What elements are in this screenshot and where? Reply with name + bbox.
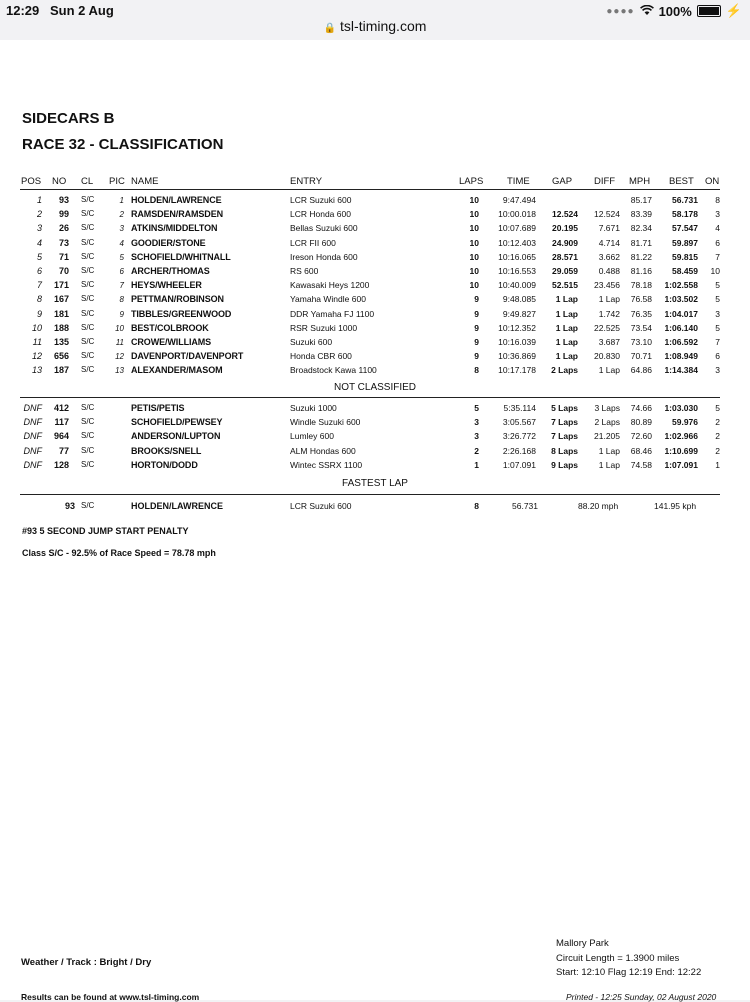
cell-gap: 1 Lap [555, 294, 578, 305]
cell-name: SCHOFIELD/WHITNALL [131, 251, 231, 262]
cell-laps: 9 [474, 351, 479, 362]
cell-best: 1:02.966 [664, 431, 698, 442]
cell-pos: DNF [23, 431, 42, 442]
cell-name: HEYS/WHEELER [131, 280, 202, 291]
cell-on: 2 [715, 431, 720, 442]
cell-best: 1:06.592 [664, 337, 698, 347]
cell-no: 73 [58, 237, 69, 248]
cell-diff: 23.456 [594, 280, 620, 291]
cell-entry: Suzuki 600 [290, 337, 333, 347]
circuit-length: Circuit Length = 1.3900 miles [556, 953, 680, 964]
cell-pos: 7 [36, 280, 42, 291]
cell-best: 59.897 [672, 237, 698, 248]
cell-time: 10:16.553 [498, 266, 536, 276]
cell-diff: 22.525 [594, 322, 620, 333]
document-page [0, 40, 750, 1000]
cell-diff: 1 Lap [598, 294, 620, 305]
address-bar[interactable] [0, 18, 750, 40]
table-row [0, 280, 750, 294]
cell-time: 10:00.018 [498, 209, 536, 220]
col-pos: POS [21, 176, 42, 187]
cell-pos: 8 [36, 294, 42, 305]
cell-laps: 9 [474, 294, 479, 305]
cell-on: 5 [715, 280, 720, 291]
cell-entry: Wintec SSRX 1100 [290, 459, 363, 470]
cell-gap: 7 Laps [551, 417, 578, 428]
col-laps: LAPS [459, 176, 484, 187]
cell-no: 135 [53, 337, 69, 347]
cell-on: 7 [715, 251, 720, 262]
cell-mph: 85.17 [630, 195, 652, 205]
cell-diff: 0.488 [598, 266, 620, 276]
cell-cl: S/C [81, 431, 95, 441]
cell-pic: 11 [115, 338, 124, 347]
cell-best: 1:08.949 [664, 351, 698, 362]
cell-cl: S/C [81, 251, 95, 261]
cell-entry: LCR Suzuki 600 [290, 195, 352, 205]
col-no: NO [52, 176, 67, 187]
table-row [0, 294, 750, 308]
class-speed-note: Class S/C - 92.5% of Race Speed = 78.78 mph [22, 548, 216, 558]
cell-cl: S/C [81, 237, 95, 247]
cell-best: 1:06.140 [664, 322, 698, 333]
cell-best: 59.976 [672, 417, 698, 428]
cell-pic: 8 [119, 295, 124, 305]
cell-time: 1:07.091 [502, 459, 536, 470]
col-gap: GAP [552, 176, 573, 187]
cell-mph: 72.60 [630, 431, 652, 442]
cell-mph: 81.71 [630, 237, 652, 248]
cell-best: 1:04.017 [664, 308, 698, 319]
cell-diff: 12.524 [594, 209, 620, 220]
battery-icon [697, 5, 721, 17]
cell-cl: S/C [81, 351, 95, 361]
fastest-lap-class: S/C [81, 501, 95, 510]
cell-laps: 3 [474, 417, 479, 428]
cell-laps: 10 [469, 280, 479, 291]
cell-time: 10:16.039 [498, 337, 536, 347]
cell-name: HORTON/DODD [131, 459, 198, 470]
cell-laps: 10 [469, 251, 479, 262]
cell-no: 656 [53, 351, 69, 362]
header-rule [20, 189, 720, 190]
cell-no: 171 [53, 280, 69, 291]
table-row [0, 446, 750, 460]
cell-cl: S/C [81, 308, 95, 318]
cell-laps: 10 [469, 237, 479, 248]
cell-diff: 2 Laps [594, 417, 620, 428]
cell-name: ATKINS/MIDDELTON [131, 223, 218, 234]
cell-time: 9:47.494 [502, 195, 536, 205]
cell-no: 70 [58, 266, 69, 276]
cell-on: 3 [715, 365, 720, 376]
cell-no: 77 [58, 445, 69, 456]
col-best: BEST [669, 176, 694, 187]
table-row [0, 195, 750, 209]
cell-gap: 28.571 [552, 251, 578, 262]
cell-name: TIBBLES/GREENWOOD [131, 308, 232, 319]
cell-on: 1 [715, 459, 720, 470]
cell-entry: LCR Honda 600 [290, 209, 351, 220]
cell-best: 1:02.558 [664, 280, 698, 291]
fastest-lap-mph: 88.20 mph [578, 501, 619, 511]
cell-pic: 13 [115, 366, 124, 376]
cell-diff: 1 Lap [598, 459, 620, 470]
cell-pos: 2 [36, 209, 42, 220]
cell-diff: 3 Laps [594, 403, 620, 413]
cell-best: 56.731 [672, 195, 698, 205]
cell-on: 6 [715, 351, 720, 362]
cell-pos: DNF [23, 403, 42, 413]
cell-cl: S/C [81, 417, 95, 427]
cell-cl: S/C [81, 209, 95, 219]
cell-best: 1:10.699 [664, 445, 698, 456]
cell-entry: Suzuki 1000 [290, 403, 337, 413]
cell-entry: DDR Yamaha FJ 1100 [290, 308, 375, 319]
col-name: NAME [131, 176, 159, 187]
fastest-lap-kph: 141.95 kph [654, 501, 697, 511]
cell-time: 9:49.827 [502, 308, 536, 319]
cell-time: 2:26.168 [502, 445, 536, 456]
cell-time: 10:17.178 [498, 365, 536, 376]
col-cl: CL [81, 176, 94, 187]
cell-entry: RSR Suzuki 1000 [290, 322, 358, 333]
cell-gap: 24.909 [552, 237, 578, 248]
cell-name: GOODIER/STONE [131, 237, 206, 248]
table-row [0, 460, 750, 474]
cell-no: 181 [53, 308, 69, 319]
cell-on: 7 [715, 337, 720, 347]
cell-name: ARCHER/THOMAS [131, 266, 210, 276]
cell-time: 9:48.085 [502, 294, 536, 305]
cell-pos: DNF [23, 445, 42, 456]
cell-cl: S/C [81, 459, 95, 469]
table-row [0, 431, 750, 445]
cell-time: 10:12.352 [498, 322, 536, 333]
fastest-lap-rule [20, 494, 720, 495]
cell-on: 2 [715, 445, 720, 456]
race-title: RACE 32 - CLASSIFICATION [22, 136, 224, 153]
cell-mph: 78.18 [630, 280, 652, 291]
cell-no: 93 [58, 195, 69, 205]
cell-name: ALEXANDER/MASOM [131, 365, 223, 376]
cell-cl: S/C [81, 266, 95, 275]
cell-laps: 10 [469, 195, 479, 205]
cell-best: 58.459 [672, 266, 698, 276]
cell-gap: 9 Laps [551, 459, 578, 470]
cell-best: 1:03.030 [664, 403, 698, 413]
cell-entry: Lumley 600 [290, 431, 334, 442]
cell-gap: 1 Lap [555, 337, 578, 347]
cell-name: DAVENPORT/DAVENPORT [131, 351, 244, 362]
cell-pic: 1 [119, 196, 124, 205]
cell-gap: 29.059 [552, 266, 578, 276]
cell-cl: S/C [81, 445, 95, 455]
penalty-note: #93 5 SECOND JUMP START PENALTY [22, 526, 189, 536]
cell-entry: Bellas Suzuki 600 [290, 223, 358, 234]
cell-cl: S/C [81, 365, 95, 375]
fastest-lap-entry: LCR Suzuki 600 [290, 501, 352, 511]
table-row [0, 337, 750, 351]
status-date: Sun 2 Aug [50, 3, 114, 18]
cell-best: 1:07.091 [664, 459, 698, 470]
cell-entry: Windle Suzuki 600 [290, 417, 361, 428]
cell-entry: Broadstock Kawa 1100 [290, 365, 377, 376]
cell-laps: 5 [474, 403, 479, 413]
cell-no: 412 [53, 403, 69, 413]
cell-name: PETIS/PETIS [131, 403, 185, 413]
cell-laps: 10 [469, 209, 479, 220]
cell-entry: Yamaha Windle 600 [290, 294, 366, 305]
cell-pos: 9 [36, 308, 42, 319]
battery-percent: 100% [658, 3, 692, 19]
cell-cl: S/C [81, 195, 95, 204]
col-time: TIME [507, 176, 530, 187]
cell-pos: DNF [23, 417, 42, 428]
cell-mph: 73.10 [630, 337, 652, 347]
cell-cl: S/C [81, 280, 95, 290]
cell-cl: S/C [81, 223, 95, 233]
cell-pic: 9 [119, 309, 124, 319]
cell-cl: S/C [81, 294, 95, 304]
cell-laps: 10 [469, 266, 479, 276]
cell-no: 188 [53, 322, 69, 333]
cell-mph: 76.35 [630, 308, 652, 319]
cell-on: 6 [715, 237, 720, 248]
weather-info: Weather / Track : Bright / Dry [21, 957, 152, 968]
cell-pic: 7 [119, 281, 124, 291]
status-time: 12:29 [6, 3, 40, 18]
url-text: tsl-timing.com [340, 18, 427, 34]
cell-best: 1:03.502 [664, 294, 698, 305]
cell-gap: 1 Lap [555, 308, 578, 319]
cell-no: 99 [58, 209, 69, 220]
cell-cl: S/C [81, 403, 95, 412]
cell-name: BROOKS/SNELL [131, 445, 202, 456]
table-row [0, 323, 750, 337]
cell-pos: 3 [36, 223, 42, 234]
cell-mph: 80.89 [630, 417, 652, 428]
cell-pos: 6 [36, 266, 42, 276]
cell-time: 5:35.114 [503, 403, 536, 413]
table-row [0, 223, 750, 237]
cell-name: ANDERSON/LUPTON [131, 431, 221, 442]
cell-pic: 3 [119, 224, 124, 234]
cell-mph: 68.46 [630, 445, 652, 456]
cell-no: 71 [58, 251, 69, 262]
col-entry: ENTRY [290, 176, 323, 187]
cell-pos: 4 [36, 237, 42, 248]
cell-mph: 64.86 [630, 365, 652, 376]
cell-time: 10:16.065 [498, 251, 536, 262]
cell-on: 5 [715, 294, 720, 305]
cell-diff: 21.205 [594, 431, 620, 442]
cell-pos: DNF [23, 459, 42, 470]
cell-pic: 10 [115, 323, 124, 333]
cell-gap: 20.195 [552, 223, 578, 234]
col-on: ON [705, 176, 720, 187]
cell-name: PETTMAN/ROBINSON [131, 294, 224, 305]
cell-entry: Kawasaki Heys 1200 [290, 280, 370, 291]
cell-pic: 4 [119, 238, 124, 248]
cell-pos: 13 [31, 365, 42, 376]
circuit-name: Mallory Park [556, 938, 609, 949]
cell-gap: 1 Lap [555, 322, 578, 333]
cell-laps: 2 [474, 445, 479, 456]
table-row [0, 252, 750, 266]
fastest-lap-no: 93 [64, 501, 75, 511]
cell-mph: 82.34 [630, 223, 652, 234]
cell-entry: Honda CBR 600 [290, 351, 352, 362]
cell-name: RAMSDEN/RAMSDEN [131, 209, 224, 220]
cell-name: SCHOFIELD/PEWSEY [131, 417, 223, 428]
cell-best: 57.547 [672, 223, 698, 234]
cell-mph: 81.22 [630, 251, 652, 262]
signal-dots-icon: ●●●● [606, 5, 635, 17]
cell-pic: 5 [119, 252, 124, 262]
cell-gap: 5 Laps [551, 403, 578, 413]
cell-on: 8 [715, 195, 720, 205]
cell-name: HOLDEN/LAWRENCE [131, 195, 222, 205]
cell-mph: 74.58 [630, 459, 652, 470]
cell-laps: 8 [474, 365, 479, 376]
cell-time: 10:12.403 [498, 237, 536, 248]
printed-timestamp: Printed - 12:25 Sunday, 02 August 2020 [566, 992, 717, 1002]
cell-on: 5 [715, 322, 720, 333]
cell-on: 3 [715, 308, 720, 319]
cell-pic: 6 [119, 267, 124, 276]
cell-mph: 83.39 [630, 209, 652, 220]
cell-diff: 4.714 [598, 237, 620, 248]
cell-pos: 12 [31, 351, 42, 362]
cell-laps: 9 [474, 337, 479, 347]
cell-entry: ALM Hondas 600 [290, 445, 356, 456]
cell-diff: 7.671 [598, 223, 620, 234]
cell-pic: 2 [119, 210, 124, 220]
cell-no: 187 [53, 365, 69, 376]
cell-pos: 1 [36, 195, 42, 205]
cell-name: CROWE/WILLIAMS [131, 337, 212, 347]
cell-entry: LCR FII 600 [290, 237, 336, 248]
cell-name: BEST/COLBROOK [131, 322, 209, 333]
event-title: SIDECARS B [22, 110, 115, 127]
col-mph: MPH [629, 176, 651, 187]
race-times: Start: 12:10 Flag 12:19 End: 12:22 [556, 967, 702, 978]
cell-time: 3:26.772 [502, 431, 536, 442]
table-row [0, 417, 750, 431]
cell-mph: 81.16 [630, 266, 652, 276]
cell-gap: 12.524 [552, 209, 578, 220]
cell-laps: 10 [469, 223, 479, 234]
cell-diff: 20.830 [594, 351, 620, 362]
cell-mph: 70.71 [630, 351, 652, 362]
cell-no: 167 [53, 294, 69, 305]
cell-gap: 2 Laps [551, 365, 578, 376]
fastest-lap-time: 56.731 [512, 501, 538, 511]
cell-laps: 3 [474, 431, 479, 442]
cell-diff: 1 Lap [598, 445, 620, 456]
cell-no: 964 [53, 431, 69, 442]
cell-gap: 8 Laps [551, 445, 578, 456]
cell-time: 10:36.869 [498, 351, 536, 362]
cell-pic: 12 [115, 352, 124, 362]
cell-entry: RS 600 [290, 266, 319, 276]
not-classified-label: NOT CLASSIFIED [333, 382, 417, 393]
cell-mph: 73.54 [630, 322, 652, 333]
cell-laps: 9 [474, 308, 479, 319]
table-row [0, 209, 750, 223]
cell-no: 128 [53, 459, 69, 470]
cell-laps: 1 [474, 459, 479, 470]
cell-diff: 3.687 [598, 337, 620, 347]
cell-no: 26 [58, 223, 69, 234]
cell-best: 58.178 [672, 209, 698, 220]
status-bar [0, 0, 750, 20]
cell-cl: S/C [81, 337, 95, 346]
col-pic: PIC [109, 176, 125, 187]
cell-on: 4 [715, 223, 720, 234]
cell-cl: S/C [81, 322, 95, 332]
cell-mph: 76.58 [630, 294, 652, 305]
cell-no: 117 [54, 417, 69, 428]
status-right [606, 3, 742, 19]
cell-diff: 3.662 [598, 251, 620, 262]
cell-gap: 7 Laps [551, 431, 578, 442]
cell-best: 1:14.384 [664, 365, 698, 376]
cell-entry: Ireson Honda 600 [290, 251, 358, 262]
cell-time: 10:07.689 [498, 223, 536, 234]
results-link[interactable]: Results can be found at www.tsl-timing.com [21, 992, 200, 1002]
fastest-lap-label: FASTEST LAP [342, 478, 408, 489]
cell-time: 10:40.009 [498, 280, 536, 291]
cell-pos: 5 [36, 251, 42, 262]
cell-on: 5 [715, 403, 720, 413]
cell-gap: 52.515 [552, 280, 578, 291]
cell-mph: 74.66 [630, 403, 652, 413]
table-row [0, 238, 750, 252]
wifi-icon [640, 4, 654, 19]
cell-diff: 1 Lap [598, 365, 620, 376]
cell-gap: 1 Lap [555, 351, 578, 362]
col-diff: DIFF [594, 176, 616, 187]
lock-icon: 🔒 [323, 23, 337, 34]
cell-best: 59.815 [672, 251, 698, 262]
not-classified-rule [20, 397, 720, 398]
table-row [0, 309, 750, 323]
cell-laps: 9 [474, 322, 479, 333]
cell-diff: 1.742 [598, 308, 620, 319]
fastest-lap-lap: 8 [474, 501, 479, 511]
cell-on: 2 [715, 417, 720, 428]
table-row [0, 266, 750, 280]
fastest-lap-name: HOLDEN/LAWRENCE [131, 501, 223, 511]
cell-on: 10 [710, 266, 720, 276]
cell-time: 3:05.567 [502, 417, 536, 428]
table-row [0, 351, 750, 365]
cell-pos: 11 [32, 337, 42, 347]
table-row [0, 365, 750, 379]
table-row [0, 403, 750, 417]
charging-icon: ⚡ [725, 3, 742, 18]
cell-on: 3 [715, 209, 720, 220]
cell-pos: 10 [31, 322, 42, 333]
